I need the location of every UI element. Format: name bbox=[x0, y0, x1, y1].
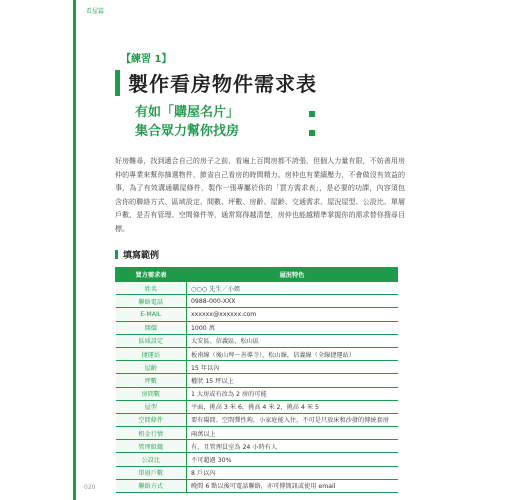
table-row bbox=[116, 466, 398, 479]
buyer-requirements-table bbox=[115, 267, 398, 493]
row-value: 不可超過 30% bbox=[187, 453, 398, 466]
row-label: 捷運站 bbox=[116, 347, 187, 360]
row-value: 平面，挑高 3 米 6，挑高 4 米 2，挑高 4 米 5 bbox=[187, 400, 398, 413]
page-number: 020 bbox=[84, 484, 96, 491]
row-label: 姓名 bbox=[116, 282, 187, 295]
article-content bbox=[115, 50, 405, 493]
table-row bbox=[116, 413, 398, 426]
intro-paragraph: 好房難尋，找到適合自己的房子之前，看遍上百間房都不誇張，但個人力量有限，不妨善用房仲的專業來幫你篩選物件，節省自己看房的時間精力。房仲也有業績壓力，不會做沒有效益的事，為了有效溝通購屋條件，製作一張專屬於你的「買方需求表」，是必要的功課，內容須包含你的聯絡方式、區域設定、間數、坪數、房齡、屋齡、交通需求、屋況屋型、公設比、單層戶數、是否有管理、空間條件等，通常寫得越清楚，房仲也能越精準掌握你的需求替你搜尋目標。 bbox=[115, 157, 405, 233]
row-label: 開價 bbox=[116, 321, 187, 334]
row-label: 管理組織 bbox=[116, 440, 187, 453]
row-label: 單層戶數 bbox=[116, 466, 187, 479]
table-row bbox=[116, 361, 398, 374]
subtitle bbox=[135, 103, 315, 141]
row-value: 權狀 15 坪以上 bbox=[187, 374, 398, 387]
square-bullet-icon bbox=[309, 111, 315, 117]
row-label: 區域設定 bbox=[116, 334, 187, 347]
row-value: 15 年以內 bbox=[187, 361, 398, 374]
section-heading bbox=[115, 248, 405, 261]
row-value: 大安區、信義區、松山區 bbox=[187, 334, 398, 347]
table-row bbox=[116, 295, 398, 308]
row-value: 1000 萬 bbox=[187, 321, 398, 334]
table-header-label: 買方需求表 bbox=[116, 268, 187, 282]
title-accent-bar bbox=[115, 70, 120, 96]
table-row bbox=[116, 347, 398, 360]
page-title: 製作看房物件需求表 bbox=[128, 72, 317, 96]
exercise-label: 【練習 1】 bbox=[121, 54, 172, 65]
row-label: 屋型 bbox=[116, 400, 187, 413]
table-row bbox=[116, 282, 398, 295]
section-marker-icon bbox=[115, 250, 118, 259]
row-label: 坪數 bbox=[116, 374, 187, 387]
row-value: 板南線（後山埤～善導寺）、松山線，信義線（全線捷運站） bbox=[187, 347, 398, 360]
table-header-value: 屋況特色 bbox=[187, 268, 398, 282]
row-value: 晚間 6 點以後可電話聯絡，亦可傳簡訊或使用 email bbox=[187, 479, 398, 492]
table-row bbox=[116, 334, 398, 347]
table-row bbox=[116, 427, 398, 440]
row-value: 要有陽間、空間彈性夠，小家庭能入住，不可是只放床和沙發的傳統套房 bbox=[187, 413, 398, 426]
row-label: 租金行情 bbox=[116, 427, 187, 440]
section-title: 填寫範例 bbox=[123, 251, 160, 261]
title-row bbox=[115, 68, 405, 97]
row-value: 8 戶以內 bbox=[187, 466, 398, 479]
table-row bbox=[116, 479, 398, 492]
row-label: 聯絡方式 bbox=[116, 479, 187, 492]
table-row bbox=[116, 321, 398, 334]
subtitle-line-2: 集合眾力幫你找房 bbox=[135, 124, 240, 139]
row-label: 空間條件 bbox=[116, 413, 187, 426]
subtitle-line-1: 有如「購屋名片」 bbox=[135, 105, 240, 120]
running-header: 看屋篇 bbox=[86, 8, 105, 15]
square-bullet-icon bbox=[309, 130, 315, 136]
row-value: 1 大房或有改為 2 房的可能 bbox=[187, 387, 398, 400]
side-accent-bar bbox=[73, 0, 76, 500]
row-value: 0988-000-XXX bbox=[187, 295, 398, 308]
row-value: xxxxxx@xxxxxx.com bbox=[187, 308, 398, 321]
row-value: ○○○ 先生／小姐 bbox=[187, 282, 398, 295]
table-row bbox=[116, 453, 398, 466]
row-label: 公設比 bbox=[116, 453, 187, 466]
row-label: 屋齡 bbox=[116, 361, 187, 374]
row-label: E-MAIL bbox=[116, 308, 187, 321]
table-row bbox=[116, 374, 398, 387]
table-row bbox=[116, 440, 398, 453]
table-row bbox=[116, 400, 398, 413]
table-row bbox=[116, 308, 398, 321]
table-row bbox=[116, 387, 398, 400]
row-value: 有，且管理員室為 24 小時有人 bbox=[187, 440, 398, 453]
table-header-row bbox=[116, 268, 398, 282]
row-label: 聯絡電話 bbox=[116, 295, 187, 308]
row-value: 兩萬以上 bbox=[187, 427, 398, 440]
row-label: 房間數 bbox=[116, 387, 187, 400]
